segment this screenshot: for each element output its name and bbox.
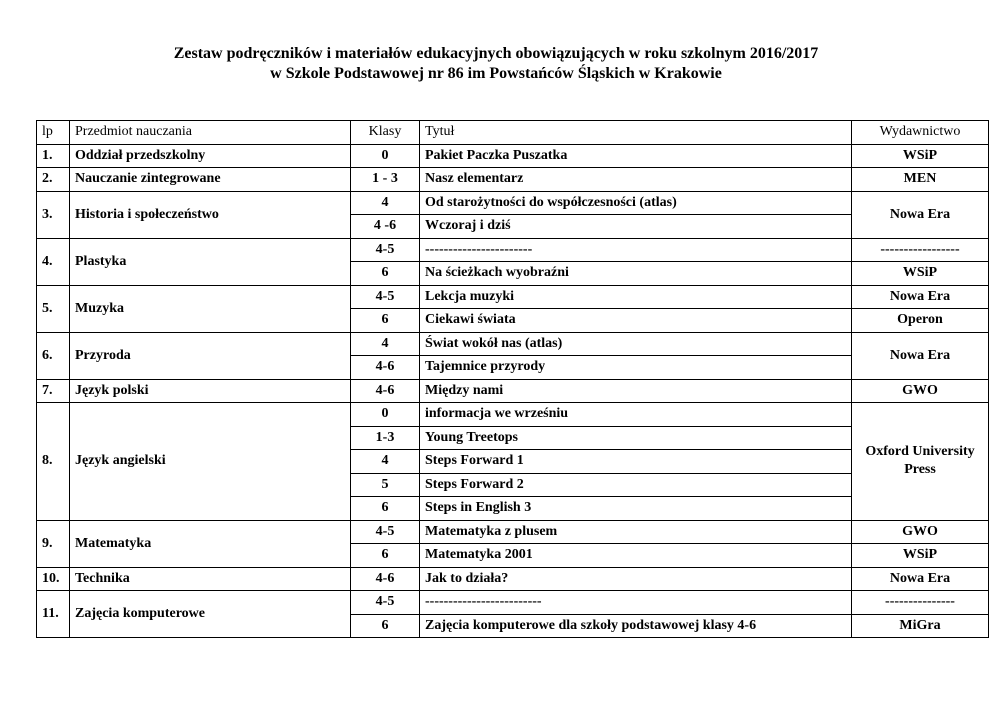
row-number: 2. xyxy=(37,168,70,192)
grade-range: 4-5 xyxy=(351,285,420,309)
header-klasy: Klasy xyxy=(351,121,420,145)
book-title: Wczoraj i dziś xyxy=(420,215,852,239)
textbook-table xyxy=(36,120,989,638)
table-row xyxy=(37,379,989,403)
book-title: Jak to działa? xyxy=(420,567,852,591)
grade-range: 4-5 xyxy=(351,591,420,615)
table-row xyxy=(37,567,989,591)
row-number: 1. xyxy=(37,144,70,168)
book-title: informacja we wrześniu xyxy=(420,403,852,427)
book-title: ----------------------- xyxy=(420,238,852,262)
row-number: 8. xyxy=(37,403,70,521)
table-row xyxy=(37,403,989,427)
document-title xyxy=(0,44,992,84)
subject-name: Język angielski xyxy=(70,403,351,521)
grade-range: 6 xyxy=(351,544,420,568)
grade-range: 4 xyxy=(351,332,420,356)
header-title: Tytuł xyxy=(420,121,852,145)
publisher-name: Nowa Era xyxy=(852,191,989,238)
publisher-name: WSiP xyxy=(852,544,989,568)
publisher-name: MEN xyxy=(852,168,989,192)
table-row xyxy=(37,168,989,192)
grade-range: 5 xyxy=(351,473,420,497)
book-title: Matematyka z plusem xyxy=(420,520,852,544)
publisher-name: Oxford University Press xyxy=(852,403,989,521)
grade-range: 4-5 xyxy=(351,238,420,262)
publisher-name: Nowa Era xyxy=(852,332,989,379)
subject-name: Język polski xyxy=(70,379,351,403)
subject-name: Technika xyxy=(70,567,351,591)
publisher-name: WSiP xyxy=(852,262,989,286)
table-row xyxy=(37,591,989,615)
table-row xyxy=(37,191,989,215)
publisher-name: Nowa Era xyxy=(852,567,989,591)
table-row xyxy=(37,332,989,356)
publisher-name: WSiP xyxy=(852,144,989,168)
grade-range: 4 xyxy=(351,450,420,474)
grade-range: 4-6 xyxy=(351,356,420,380)
subject-name: Plastyka xyxy=(70,238,351,285)
subject-name: Matematyka xyxy=(70,520,351,567)
subject-name: Historia i społeczeństwo xyxy=(70,191,351,238)
publisher-name: MiGra xyxy=(852,614,989,638)
book-title: Steps Forward 2 xyxy=(420,473,852,497)
book-title: ------------------------- xyxy=(420,591,852,615)
grade-range: 1 - 3 xyxy=(351,168,420,192)
grade-range: 6 xyxy=(351,497,420,521)
grade-range: 0 xyxy=(351,403,420,427)
row-number: 5. xyxy=(37,285,70,332)
row-number: 10. xyxy=(37,567,70,591)
book-title: Na ścieżkach wyobraźni xyxy=(420,262,852,286)
book-title: Tajemnice przyrody xyxy=(420,356,852,380)
publisher-name: GWO xyxy=(852,379,989,403)
table-row xyxy=(37,285,989,309)
table-header-row xyxy=(37,121,989,145)
publisher-name: GWO xyxy=(852,520,989,544)
title-line-2: w Szkole Podstawowej nr 86 im Powstańców Śląskich w Krakowie xyxy=(270,65,722,82)
subject-name: Oddział przedszkolny xyxy=(70,144,351,168)
book-title: Steps in English 3 xyxy=(420,497,852,521)
book-title: Lekcja muzyki xyxy=(420,285,852,309)
publisher-name: Operon xyxy=(852,309,989,333)
book-title: Matematyka 2001 xyxy=(420,544,852,568)
grade-range: 4 xyxy=(351,191,420,215)
table-row xyxy=(37,144,989,168)
table-body xyxy=(37,144,989,638)
book-title: Young Treetops xyxy=(420,426,852,450)
grade-range: 1-3 xyxy=(351,426,420,450)
subject-name: Nauczanie zintegrowane xyxy=(70,168,351,192)
grade-range: 4-6 xyxy=(351,567,420,591)
row-number: 7. xyxy=(37,379,70,403)
row-number: 11. xyxy=(37,591,70,638)
row-number: 6. xyxy=(37,332,70,379)
grade-range: 0 xyxy=(351,144,420,168)
table-row xyxy=(37,520,989,544)
book-title: Od starożytności do współczesności (atlas) xyxy=(420,191,852,215)
grade-range: 4-5 xyxy=(351,520,420,544)
grade-range: 6 xyxy=(351,309,420,333)
publisher-name: Nowa Era xyxy=(852,285,989,309)
book-title: Zajęcia komputerowe dla szkoły podstawowej klasy 4-6 xyxy=(420,614,852,638)
grade-range: 4 -6 xyxy=(351,215,420,239)
publisher-name: ----------------- xyxy=(852,238,989,262)
book-title: Nasz elementarz xyxy=(420,168,852,192)
row-number: 4. xyxy=(37,238,70,285)
subject-name: Zajęcia komputerowe xyxy=(70,591,351,638)
book-title: Świat wokół nas (atlas) xyxy=(420,332,852,356)
header-subject: Przedmiot nauczania xyxy=(70,121,351,145)
book-title: Pakiet Paczka Puszatka xyxy=(420,144,852,168)
title-line-1: Zestaw podręczników i materiałów edukacyjnych obowiązujących w roku szkolnym 2016/2017 xyxy=(173,45,819,62)
subject-name: Przyroda xyxy=(70,332,351,379)
publisher-name: --------------- xyxy=(852,591,989,615)
book-title: Między nami xyxy=(420,379,852,403)
row-number: 3. xyxy=(37,191,70,238)
table-row xyxy=(37,238,989,262)
grade-range: 6 xyxy=(351,262,420,286)
subject-name: Muzyka xyxy=(70,285,351,332)
row-number: 9. xyxy=(37,520,70,567)
grade-range: 4-6 xyxy=(351,379,420,403)
header-publisher: Wydawnictwo xyxy=(852,121,989,145)
header-lp: lp xyxy=(37,121,70,145)
grade-range: 6 xyxy=(351,614,420,638)
book-title: Steps Forward 1 xyxy=(420,450,852,474)
book-title: Ciekawi świata xyxy=(420,309,852,333)
